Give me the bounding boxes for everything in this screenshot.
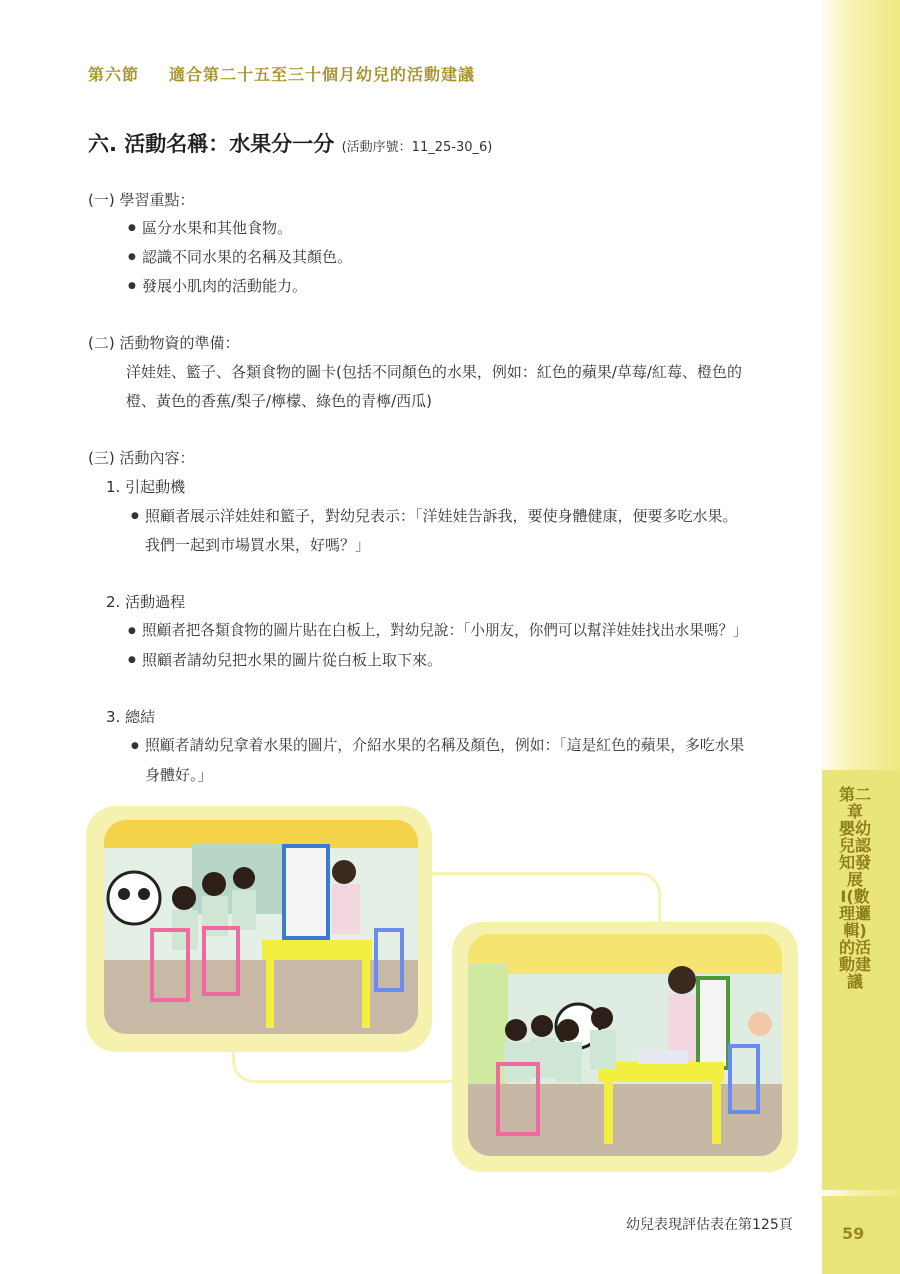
step2-bullet-2: ● 照顧者請幼兒把水果的圖片從白板上取下來。 xyxy=(142,646,442,674)
chapter-tab-label: 第二章 嬰幼兒認知發展I(數理邏輯)的活動建議 xyxy=(838,785,871,991)
part1-item-2: ● 認識不同水果的名稱及其顏色。 xyxy=(142,243,352,271)
step3-bullet-line-1: ● 照顧者請幼兒拿着水果的圖片，介紹水果的名稱及顏色，例如：「這是紅色的蘋果，多吃水果 xyxy=(145,732,744,760)
activity-title: 六. 活動名稱：水果分一分 xyxy=(88,132,335,156)
step2-title: 2. 活動過程 xyxy=(106,593,186,611)
part1-title: (一) 學習重點： xyxy=(88,191,195,209)
section-label: 第六節 xyxy=(88,65,140,84)
step2-bullet-1: ● 照顧者把各類食物的圖片貼在白板上，對幼兒說：「小朋友，你們可以幫洋娃娃找出水果嗎？」 xyxy=(142,617,748,645)
part2-line-2: 橙、黃色的香蕉/梨子/檸檬、綠色的青檸/西瓜) xyxy=(126,392,433,410)
part2-title: (二) 活動物資的準備： xyxy=(88,334,240,352)
part2-line-1: 洋娃娃、籃子、各類食物的圖卡(包括不同顏色的水果，例如：紅色的蘋果/草莓/紅莓、橙色的 xyxy=(126,363,742,381)
assessment-note: 幼兒表現評估表在第125頁 xyxy=(626,1217,793,1233)
step1-bullet-line-1: ● 照顧者展示洋娃娃和籃子，對幼兒表示：「洋娃娃告訴我，要使身體健康，便要多吃水果。 xyxy=(145,502,738,530)
part3-title: (三) 活動內容： xyxy=(88,449,195,467)
classroom-photo-1 xyxy=(104,820,418,1034)
section-header xyxy=(88,62,475,85)
step3-title: 3. 總結 xyxy=(106,708,156,726)
step1-bullet-line-2: 我們一起到市場買水果，好嗎？」 xyxy=(145,536,371,554)
section-title: 適合第二十五至三十個月幼兒的活動建議 xyxy=(169,65,476,84)
activity-heading xyxy=(88,128,492,158)
step1-title: 1. 引起動機 xyxy=(106,478,186,496)
part1-item-3: ● 發展小肌肉的活動能力。 xyxy=(142,272,307,300)
classroom-photo-2 xyxy=(468,934,782,1156)
page-number: 59 xyxy=(842,1224,865,1243)
activity-code: (活動序號：11_25-30_6) xyxy=(341,140,493,155)
step3-bullet-line-2: 身體好。」 xyxy=(145,766,213,784)
part1-item-1: ● 區分水果和其他食物。 xyxy=(142,214,292,242)
